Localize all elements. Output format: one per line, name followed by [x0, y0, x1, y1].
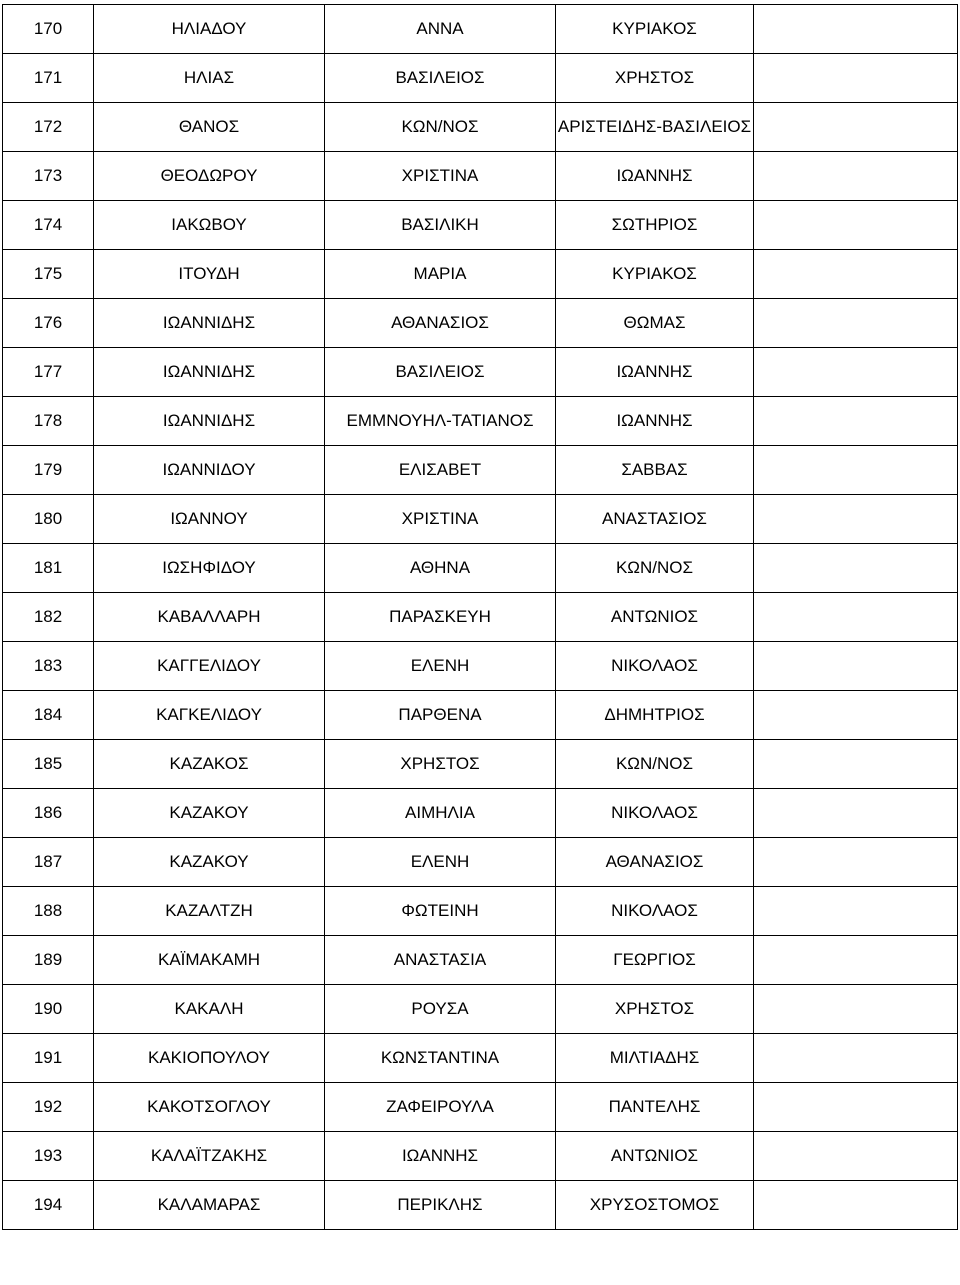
- cell-number: 189: [3, 936, 94, 985]
- cell-surname: ΚΑΚΙΟΠΟΥΛΟΥ: [94, 1034, 325, 1083]
- table-row: [3, 985, 958, 1034]
- cell-number: 192: [3, 1083, 94, 1132]
- cell-first-name: ΑΘΑΝΑΣΙΟΣ: [325, 299, 556, 348]
- cell-father-name: ΜΙΛΤΙΑΔΗΣ: [556, 1034, 754, 1083]
- cell-first-name: ΑΝΝΑ: [325, 5, 556, 54]
- cell-father-name: ΚΩΝ/ΝΟΣ: [556, 544, 754, 593]
- cell-surname: ΚΑΓΓΕΛΙΔΟΥ: [94, 642, 325, 691]
- table-row: [3, 593, 958, 642]
- cell-surname: ΚΑΖΑΛΤΖΗ: [94, 887, 325, 936]
- cell-father-name: ΑΝΑΣΤΑΣΙΟΣ: [556, 495, 754, 544]
- cell-first-name: ΧΡΗΣΤΟΣ: [325, 740, 556, 789]
- cell-empty: [754, 495, 958, 544]
- cell-first-name: ΜΑΡΙΑ: [325, 250, 556, 299]
- cell-empty: [754, 936, 958, 985]
- cell-father-name: ΣΑΒΒΑΣ: [556, 446, 754, 495]
- cell-empty: [754, 1181, 958, 1230]
- cell-surname: ΗΛΙΑΔΟΥ: [94, 5, 325, 54]
- cell-surname: ΚΑΖΑΚΟΥ: [94, 838, 325, 887]
- cell-first-name: ΑΝΑΣΤΑΣΙΑ: [325, 936, 556, 985]
- table-row: [3, 201, 958, 250]
- table-row: [3, 887, 958, 936]
- cell-father-name: ΧΡΥΣΟΣΤΟΜΟΣ: [556, 1181, 754, 1230]
- table-row: [3, 1034, 958, 1083]
- table-row: [3, 936, 958, 985]
- cell-number: 172: [3, 103, 94, 152]
- cell-number: 180: [3, 495, 94, 544]
- cell-surname: ΙΩΣΗΦΙΔΟΥ: [94, 544, 325, 593]
- cell-surname: ΚΑΚΟΤΣΟΓΛΟΥ: [94, 1083, 325, 1132]
- cell-first-name: ΑΘΗΝΑ: [325, 544, 556, 593]
- cell-father-name: ΑΝΤΩΝΙΟΣ: [556, 1132, 754, 1181]
- cell-number: 173: [3, 152, 94, 201]
- cell-number: 176: [3, 299, 94, 348]
- cell-first-name: ΑΙΜΗΛΙΑ: [325, 789, 556, 838]
- cell-empty: [754, 348, 958, 397]
- cell-number: 188: [3, 887, 94, 936]
- cell-first-name: ΙΩΑΝΝΗΣ: [325, 1132, 556, 1181]
- table-row: [3, 642, 958, 691]
- cell-first-name: ΡΟΥΣΑ: [325, 985, 556, 1034]
- cell-surname: ΘΑΝΟΣ: [94, 103, 325, 152]
- cell-first-name: ΠΕΡΙΚΛΗΣ: [325, 1181, 556, 1230]
- cell-empty: [754, 789, 958, 838]
- cell-empty: [754, 446, 958, 495]
- cell-first-name: ΠΑΡΑΣΚΕΥΗ: [325, 593, 556, 642]
- cell-father-name: ΘΩΜΑΣ: [556, 299, 754, 348]
- cell-empty: [754, 250, 958, 299]
- cell-empty: [754, 544, 958, 593]
- cell-surname: ΚΑΚΑΛΗ: [94, 985, 325, 1034]
- cell-surname: ΚΑΓΚΕΛΙΔΟΥ: [94, 691, 325, 740]
- cell-father-name: ΑΘΑΝΑΣΙΟΣ: [556, 838, 754, 887]
- cell-empty: [754, 103, 958, 152]
- cell-number: 190: [3, 985, 94, 1034]
- table-row: [3, 446, 958, 495]
- cell-father-name: ΚΥΡΙΑΚΟΣ: [556, 250, 754, 299]
- cell-surname: ΙΩΑΝΝΙΔΗΣ: [94, 299, 325, 348]
- table-row: [3, 152, 958, 201]
- cell-father-name: ΝΙΚΟΛΑΟΣ: [556, 887, 754, 936]
- cell-empty: [754, 152, 958, 201]
- table-row: [3, 1181, 958, 1230]
- cell-first-name: ΕΛΕΝΗ: [325, 838, 556, 887]
- cell-number: 171: [3, 54, 94, 103]
- cell-number: 184: [3, 691, 94, 740]
- cell-surname: ΗΛΙΑΣ: [94, 54, 325, 103]
- table-row: [3, 691, 958, 740]
- cell-number: 181: [3, 544, 94, 593]
- cell-surname: ΙΩΑΝΝΙΔΗΣ: [94, 397, 325, 446]
- table-row: [3, 1132, 958, 1181]
- table-row: [3, 54, 958, 103]
- cell-number: 185: [3, 740, 94, 789]
- cell-number: 186: [3, 789, 94, 838]
- cell-first-name: ΕΜΜΝΟΥΗΛ-ΤΑΤΙΑΝΟΣ: [325, 397, 556, 446]
- cell-first-name: ΒΑΣΙΛΙΚΗ: [325, 201, 556, 250]
- table-row: [3, 5, 958, 54]
- table-row: [3, 299, 958, 348]
- roster-table: [2, 4, 958, 1230]
- cell-number: 193: [3, 1132, 94, 1181]
- cell-father-name: ΑΝΤΩΝΙΟΣ: [556, 593, 754, 642]
- cell-surname: ΚΑΖΑΚΟΣ: [94, 740, 325, 789]
- table-row: [3, 1083, 958, 1132]
- cell-first-name: ΠΑΡΘΕΝΑ: [325, 691, 556, 740]
- cell-empty: [754, 593, 958, 642]
- cell-first-name: ΕΛΕΝΗ: [325, 642, 556, 691]
- cell-number: 177: [3, 348, 94, 397]
- cell-father-name: ΚΥΡΙΑΚΟΣ: [556, 5, 754, 54]
- cell-first-name: ΚΩΝ/ΝΟΣ: [325, 103, 556, 152]
- cell-father-name: ΣΩΤΗΡΙΟΣ: [556, 201, 754, 250]
- cell-father-name: ΑΡΙΣΤΕΙΔΗΣ-ΒΑΣΙΛΕΙΟΣ: [556, 103, 754, 152]
- table-row: [3, 740, 958, 789]
- cell-father-name: ΝΙΚΟΛΑΟΣ: [556, 789, 754, 838]
- cell-father-name: ΔΗΜΗΤΡΙΟΣ: [556, 691, 754, 740]
- cell-empty: [754, 299, 958, 348]
- table-row: [3, 838, 958, 887]
- cell-number: 170: [3, 5, 94, 54]
- cell-empty: [754, 642, 958, 691]
- cell-first-name: ΧΡΙΣΤΙΝΑ: [325, 152, 556, 201]
- table-row: [3, 495, 958, 544]
- cell-empty: [754, 397, 958, 446]
- roster-body: [3, 5, 958, 1230]
- table-row: [3, 250, 958, 299]
- cell-surname: ΙΩΑΝΝΙΔΗΣ: [94, 348, 325, 397]
- cell-father-name: ΧΡΗΣΤΟΣ: [556, 54, 754, 103]
- cell-surname: ΘΕΟΔΩΡΟΥ: [94, 152, 325, 201]
- cell-father-name: ΠΑΝΤΕΛΗΣ: [556, 1083, 754, 1132]
- cell-empty: [754, 740, 958, 789]
- cell-surname: ΚΑΪΜΑΚΑΜΗ: [94, 936, 325, 985]
- cell-father-name: ΙΩΑΝΝΗΣ: [556, 397, 754, 446]
- cell-father-name: ΙΩΑΝΝΗΣ: [556, 152, 754, 201]
- cell-empty: [754, 1132, 958, 1181]
- cell-father-name: ΝΙΚΟΛΑΟΣ: [556, 642, 754, 691]
- cell-number: 174: [3, 201, 94, 250]
- cell-empty: [754, 201, 958, 250]
- cell-surname: ΚΑΒΑΛΛΑΡΗ: [94, 593, 325, 642]
- cell-surname: ΙΩΑΝΝΟΥ: [94, 495, 325, 544]
- table-row: [3, 397, 958, 446]
- cell-first-name: ΕΛΙΣΑΒΕΤ: [325, 446, 556, 495]
- cell-first-name: ΒΑΣΙΛΕΙΟΣ: [325, 54, 556, 103]
- cell-empty: [754, 1034, 958, 1083]
- cell-father-name: ΓΕΩΡΓΙΟΣ: [556, 936, 754, 985]
- cell-surname: ΚΑΛΑΜΑΡΑΣ: [94, 1181, 325, 1230]
- cell-first-name: ΚΩΝΣΤΑΝΤΙΝΑ: [325, 1034, 556, 1083]
- cell-first-name: ΦΩΤΕΙΝΗ: [325, 887, 556, 936]
- cell-number: 179: [3, 446, 94, 495]
- cell-number: 183: [3, 642, 94, 691]
- cell-surname: ΚΑΖΑΚΟΥ: [94, 789, 325, 838]
- cell-first-name: ΧΡΙΣΤΙΝΑ: [325, 495, 556, 544]
- table-row: [3, 348, 958, 397]
- table-row: [3, 544, 958, 593]
- cell-surname: ΙΤΟΥΔΗ: [94, 250, 325, 299]
- cell-father-name: ΙΩΑΝΝΗΣ: [556, 348, 754, 397]
- cell-surname: ΙΩΑΝΝΙΔΟΥ: [94, 446, 325, 495]
- cell-surname: ΙΑΚΩΒΟΥ: [94, 201, 325, 250]
- cell-number: 191: [3, 1034, 94, 1083]
- cell-number: 194: [3, 1181, 94, 1230]
- cell-number: 178: [3, 397, 94, 446]
- table-row: [3, 103, 958, 152]
- cell-number: 182: [3, 593, 94, 642]
- cell-number: 175: [3, 250, 94, 299]
- table-row: [3, 789, 958, 838]
- cell-empty: [754, 838, 958, 887]
- cell-empty: [754, 887, 958, 936]
- cell-father-name: ΚΩΝ/ΝΟΣ: [556, 740, 754, 789]
- cell-first-name: ΒΑΣΙΛΕΙΟΣ: [325, 348, 556, 397]
- cell-empty: [754, 1083, 958, 1132]
- cell-empty: [754, 5, 958, 54]
- cell-empty: [754, 691, 958, 740]
- cell-number: 187: [3, 838, 94, 887]
- cell-empty: [754, 54, 958, 103]
- cell-surname: ΚΑΛΑΪΤΖΑΚΗΣ: [94, 1132, 325, 1181]
- cell-father-name: ΧΡΗΣΤΟΣ: [556, 985, 754, 1034]
- cell-empty: [754, 985, 958, 1034]
- cell-first-name: ΖΑΦΕΙΡΟΥΛΑ: [325, 1083, 556, 1132]
